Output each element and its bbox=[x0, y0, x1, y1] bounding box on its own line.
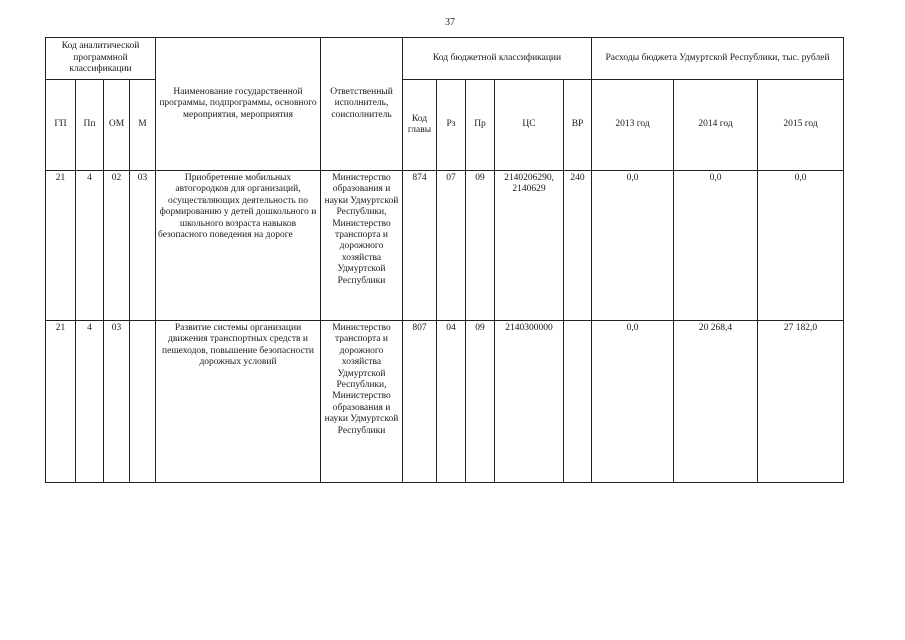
cell-code-head: 807 bbox=[403, 321, 437, 483]
cell-cs: 2140300000 bbox=[495, 321, 564, 483]
cell-om: 02 bbox=[104, 171, 130, 321]
cell-m: 03 bbox=[130, 171, 156, 321]
cell-gp: 21 bbox=[46, 321, 76, 483]
header-2013: 2013 год bbox=[592, 80, 674, 171]
cell-pr: 09 bbox=[466, 171, 495, 321]
cell-2015: 27 182,0 bbox=[758, 321, 844, 483]
cell-name: Развитие системы организации движения транспортных средств и пешеходов, повышение безопасности дорожных условий bbox=[156, 321, 321, 483]
header-analytic-classification: Код аналитической программной классификации bbox=[46, 38, 156, 80]
header-budget-expenses: Расходы бюджета Удмуртской Республики, тыс. рублей bbox=[592, 38, 844, 80]
cell-gp: 21 bbox=[46, 171, 76, 321]
table-row bbox=[46, 171, 844, 321]
header-vr: ВР bbox=[564, 80, 592, 171]
header-name: Наименование государственной программы, подпрограммы, основного мероприятия, мероприятия bbox=[156, 38, 321, 171]
cell-responsible: Министерство транспорта и дорожного хозяйства Удмуртской Республики, Министерство образования и науки Удмуртской Республики bbox=[321, 321, 403, 483]
header-cs: ЦС bbox=[495, 80, 564, 171]
header-m: М bbox=[130, 80, 156, 171]
header-budget-classification: Код бюджетной классификации bbox=[403, 38, 592, 80]
cell-2015: 0,0 bbox=[758, 171, 844, 321]
cell-rz: 07 bbox=[437, 171, 466, 321]
cell-vr bbox=[564, 321, 592, 483]
header-gp: ГП bbox=[46, 80, 76, 171]
cell-2014: 20 268,4 bbox=[674, 321, 758, 483]
cell-2013: 0,0 bbox=[592, 171, 674, 321]
cell-vr: 240 bbox=[564, 171, 592, 321]
header-pp: Пп bbox=[76, 80, 104, 171]
cell-name: Приобретение мобильных автогородков для организаций, осуществляющих деятельность по формированию у детей дошкольного и школьного возраста навыков безопасного поведения на дороге bbox=[156, 171, 321, 321]
cell-om: 03 bbox=[104, 321, 130, 483]
cell-pr: 09 bbox=[466, 321, 495, 483]
cell-code-head: 874 bbox=[403, 171, 437, 321]
header-2015: 2015 год bbox=[758, 80, 844, 171]
header-om: ОМ bbox=[104, 80, 130, 171]
header-rz: Рз bbox=[437, 80, 466, 171]
cell-cs: 2140206290, 2140629 bbox=[495, 171, 564, 321]
cell-pp: 4 bbox=[76, 321, 104, 483]
cell-m bbox=[130, 321, 156, 483]
cell-2013: 0,0 bbox=[592, 321, 674, 483]
header-responsible: Ответственный исполнитель, соисполнитель bbox=[321, 38, 403, 171]
header-pr: Пр bbox=[466, 80, 495, 171]
cell-responsible: Министерство образования и науки Удмуртской Республики, Министерство транспорта и дорожного хозяйства Удмуртской Республики bbox=[321, 171, 403, 321]
header-code-head: Код главы bbox=[403, 80, 437, 171]
table-row bbox=[46, 321, 844, 483]
budget-table bbox=[45, 37, 844, 483]
cell-pp: 4 bbox=[76, 171, 104, 321]
table-header bbox=[46, 38, 844, 171]
header-2014: 2014 год bbox=[674, 80, 758, 171]
cell-rz: 04 bbox=[437, 321, 466, 483]
cell-2014: 0,0 bbox=[674, 171, 758, 321]
page-number: 37 bbox=[445, 17, 455, 28]
